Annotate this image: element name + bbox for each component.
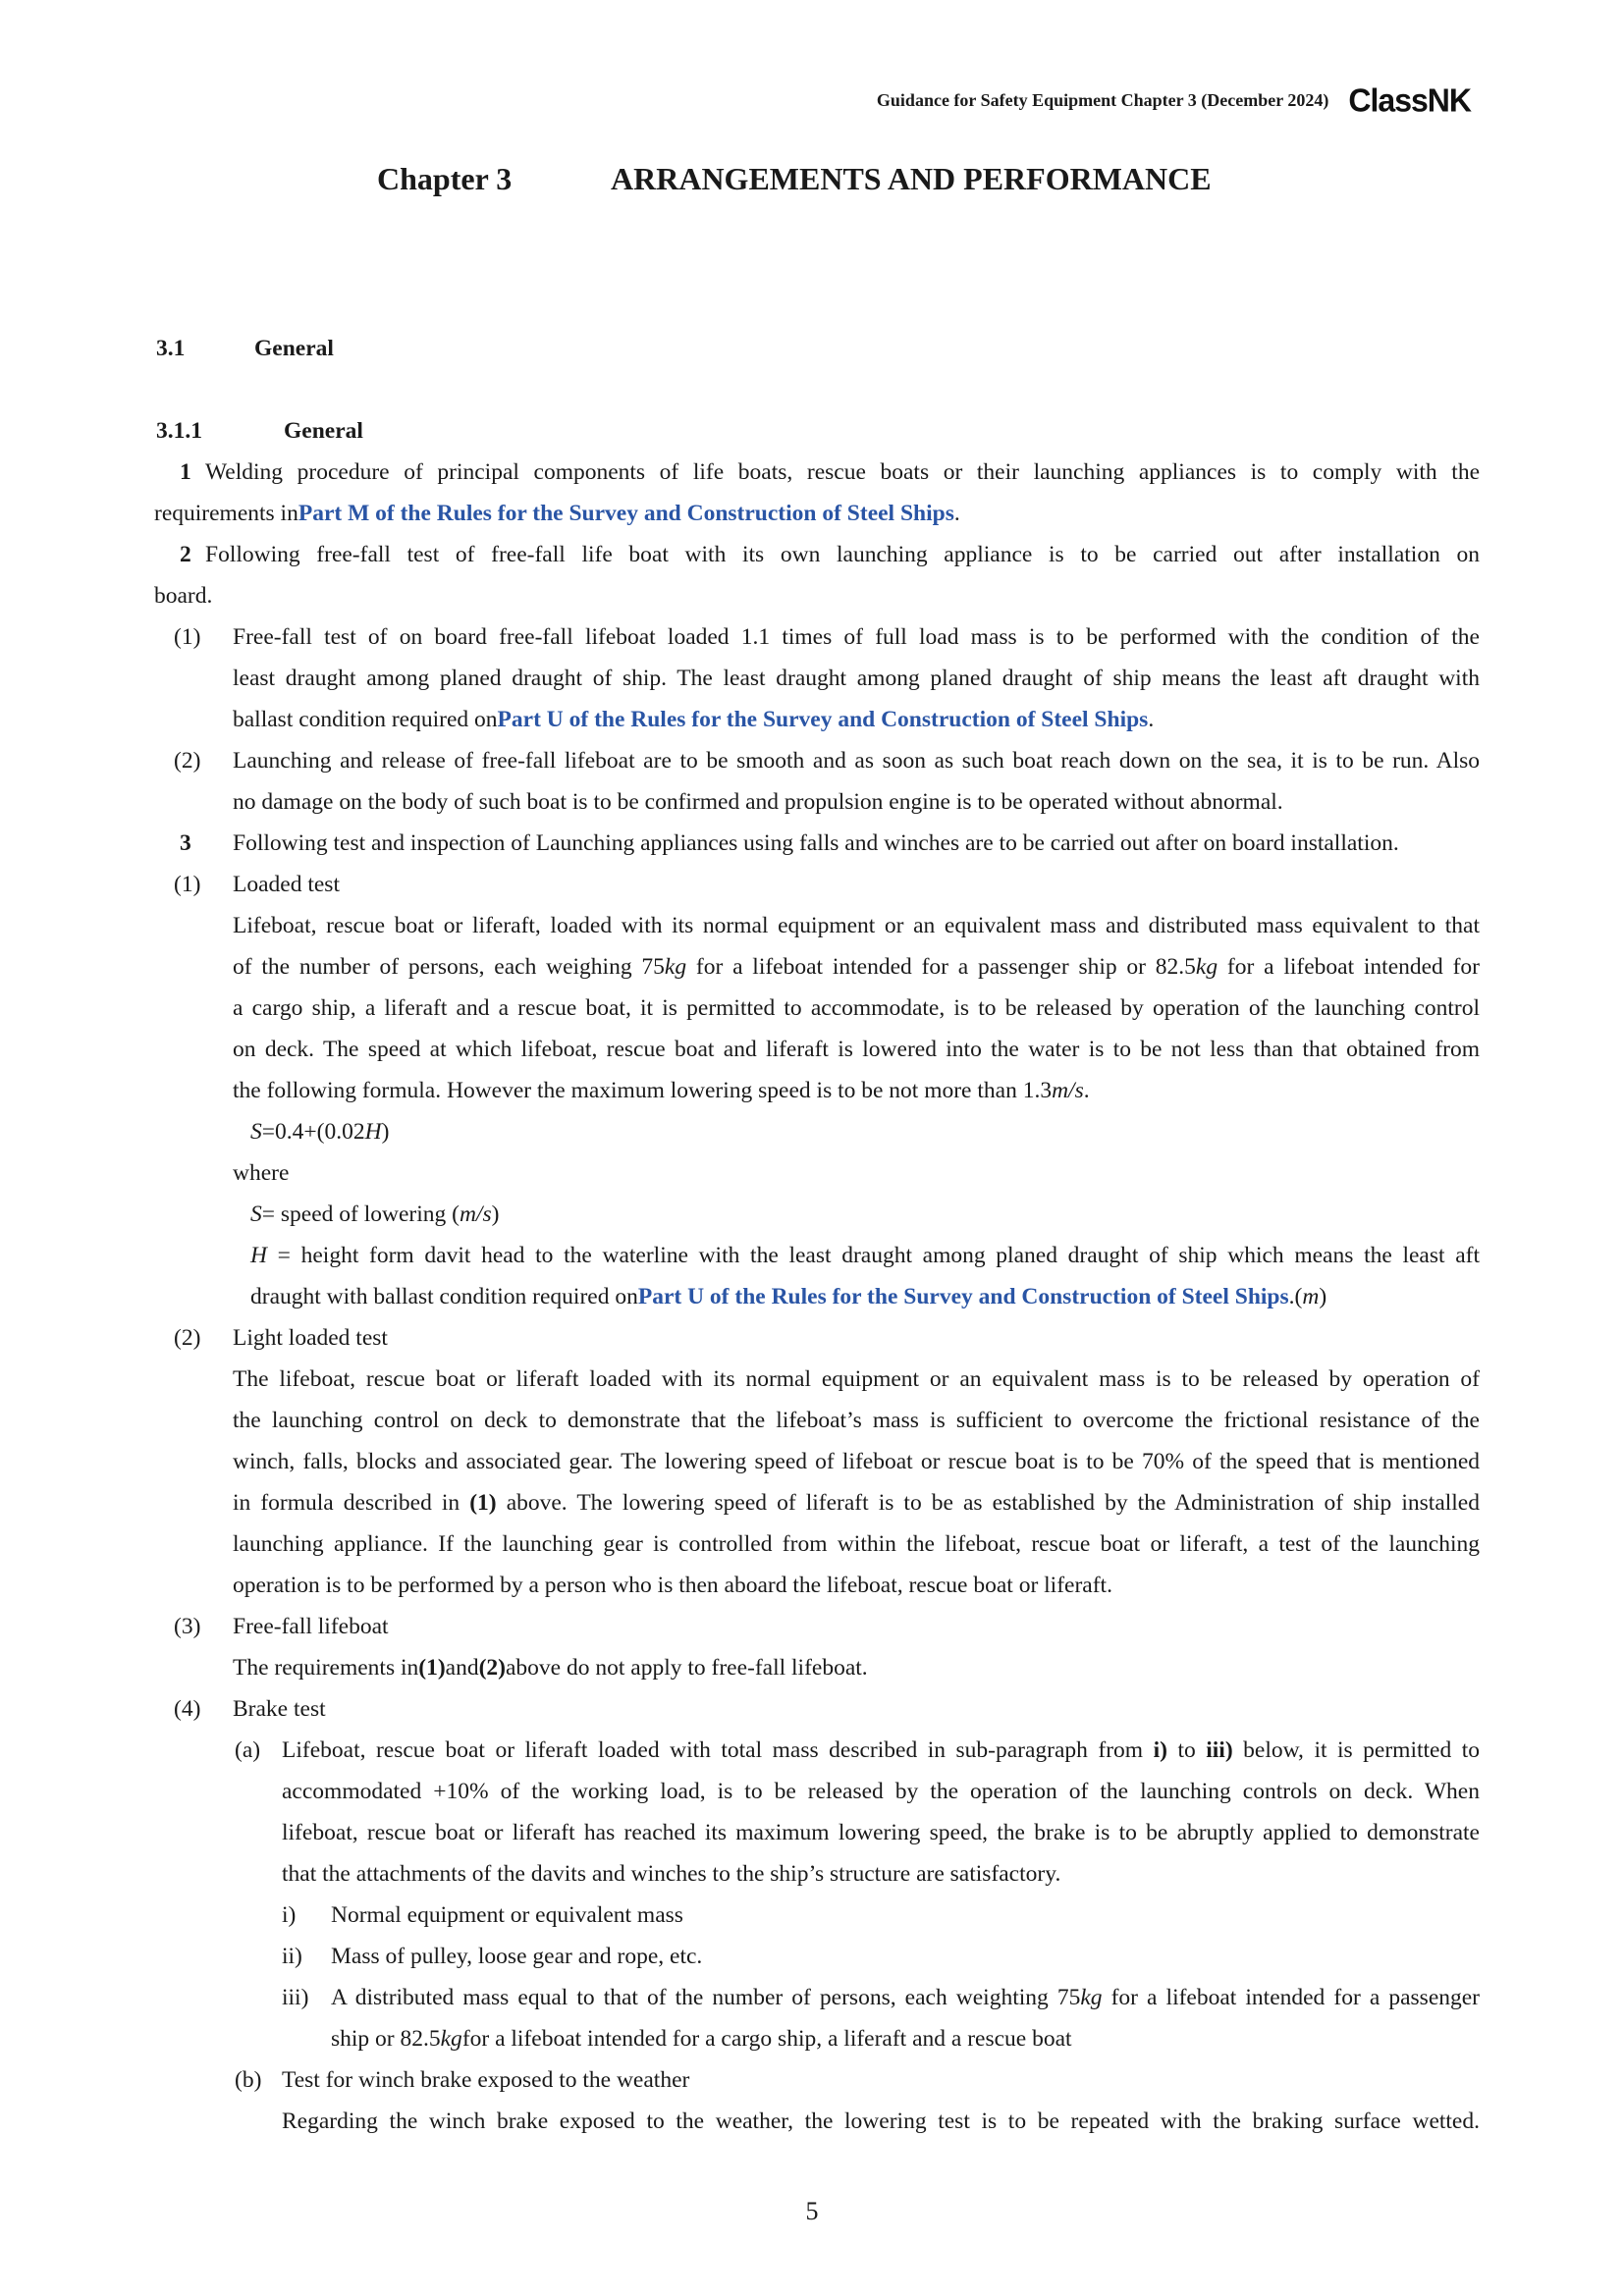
item-text: for a lifeboat intended for bbox=[1218, 954, 1481, 980]
definition-text: = height form davit head to the waterline with the least draught among planed draught of ship which means the least aft bbox=[266, 1243, 1480, 1268]
item-2-1-cont bbox=[156, 658, 1480, 699]
subitem-text: to bbox=[1166, 1737, 1207, 1763]
classnk-logo: ClassNK bbox=[1348, 81, 1471, 119]
item-3-2-text bbox=[156, 1441, 1480, 1482]
formula-var: H bbox=[364, 1119, 382, 1145]
definition-text: ) bbox=[1319, 1284, 1327, 1309]
subitem-b-text bbox=[156, 2101, 1480, 2142]
subitem-number: (b) bbox=[235, 2067, 262, 2093]
subsection-number: 3.1.1 bbox=[156, 418, 202, 444]
unit: m/s bbox=[1052, 1078, 1084, 1103]
subitem-a-cont bbox=[156, 1853, 1480, 1895]
item-text: a cargo ship, a liferaft and a rescue boat, it is permitted to accommodate, is to be released by operation of the launching control bbox=[233, 995, 1480, 1021]
item-text: operation is to be performed by a person who is then aboard the lifeboat, rescue boat or liferaft. bbox=[233, 1573, 1112, 1598]
subitem-a-cont bbox=[156, 1771, 1480, 1812]
unit: m bbox=[1302, 1284, 1320, 1309]
definition-text: ) bbox=[491, 1201, 500, 1227]
item-number: (1) bbox=[174, 872, 201, 897]
paragraph-text: Following test and inspection of Launching appliances using falls and winches are to be carried out after on board installation. bbox=[233, 830, 1399, 856]
item-3-2 bbox=[156, 1317, 1480, 1359]
subitem-text: lifeboat, rescue boat or liferaft has reached its maximum lowering speed, the brake is to be abruptly applied to demonstrate bbox=[282, 1820, 1480, 1845]
subitem-text: below, it is permitted to bbox=[1232, 1737, 1481, 1763]
item-text: the following formula. However the maximum lowering speed is to be not more than 1.3 bbox=[233, 1078, 1053, 1103]
formula-var: S bbox=[250, 1201, 262, 1227]
paragraph-3 bbox=[156, 823, 1480, 864]
item-text: The requirements in bbox=[233, 1655, 419, 1681]
rules-link-part-m[interactable]: Part M of the Rules for the Survey and Construction of Steel Ships bbox=[298, 501, 954, 526]
item-number: (1) bbox=[174, 624, 201, 650]
formula-text: ) bbox=[381, 1119, 390, 1145]
item-3-2-text bbox=[156, 1565, 1480, 1606]
item-title: Light loaded test bbox=[233, 1325, 388, 1351]
item-3-1-text bbox=[156, 988, 1480, 1029]
paragraph-2-cont bbox=[154, 575, 1480, 616]
subitem-title: Test for winch brake exposed to the weather bbox=[282, 2067, 690, 2093]
item-3-1 bbox=[156, 864, 1480, 905]
item-number: (2) bbox=[174, 1325, 201, 1351]
item-3-1-text bbox=[156, 946, 1480, 988]
item-3-3-text bbox=[156, 1647, 1480, 1688]
item-text: on deck. The speed at which lifeboat, rescue boat and liferaft is lowered into the water is to be not less than that obtained from bbox=[233, 1037, 1480, 1062]
paragraph-text: . bbox=[953, 501, 960, 526]
subitem-text: that the attachments of the davits and winches to the ship’s structure are satisfactory. bbox=[282, 1861, 1061, 1887]
item-text: Lifeboat, rescue boat or liferaft, loaded with its normal equipment or an equivalent mass and distributed mass equivalent to that bbox=[233, 913, 1480, 938]
roman-number: iii) bbox=[282, 1985, 309, 2010]
paragraph-1 bbox=[156, 452, 1480, 493]
page-header bbox=[877, 82, 1471, 119]
where-label bbox=[156, 1152, 1480, 1194]
section-title: General bbox=[254, 336, 334, 361]
subitem-b bbox=[156, 2059, 1480, 2101]
paragraph-number: 2 bbox=[180, 542, 191, 567]
paragraph-1-cont bbox=[154, 493, 1480, 534]
paragraph-text: Following free-fall test of free-fall life boat with its own launching appliance is to be carried out after installation on bbox=[205, 542, 1480, 567]
definition-text: draught with ballast condition required on bbox=[250, 1284, 638, 1309]
item-text: no damage on the body of such boat is to be confirmed and propulsion engine is to be operated without abnormal. bbox=[233, 789, 1283, 815]
item-3-2-text bbox=[156, 1400, 1480, 1441]
cross-ref: i) bbox=[1153, 1737, 1167, 1763]
formula bbox=[156, 1111, 1480, 1152]
subitem-text: accommodated +10% of the working load, is to be released by the operation of the launching controls on deck. When bbox=[282, 1779, 1480, 1804]
cross-ref: (1) bbox=[469, 1490, 497, 1516]
item-text: and bbox=[445, 1655, 479, 1681]
item-3-1-text bbox=[156, 905, 1480, 946]
item-text: Launching and release of free-fall lifeboat are to be smooth and as soon as such boat reach down on the sea, it is to be run. Also bbox=[233, 748, 1480, 774]
paragraph-2 bbox=[156, 534, 1480, 575]
roman-number: ii) bbox=[282, 1944, 302, 1969]
item-number: (4) bbox=[174, 1696, 201, 1722]
subsection-title: General bbox=[284, 418, 363, 444]
item-number: (2) bbox=[174, 748, 201, 774]
unit: kg bbox=[664, 954, 687, 980]
item-text: least draught among planed draught of ship. The least draught among planed draught of ship means the least aft draught with bbox=[233, 666, 1480, 691]
item-2-2-cont bbox=[156, 781, 1480, 823]
item-2-2 bbox=[156, 740, 1480, 781]
definition-h-cont bbox=[156, 1276, 1480, 1317]
roman-text: for a lifeboat intended for a passenger bbox=[1102, 1985, 1480, 2010]
roman-text: ship or 82.5 bbox=[331, 2026, 441, 2052]
item-3-1-text bbox=[156, 1029, 1480, 1070]
item-text: winch, falls, blocks and associated gear. The lowering speed of lifeboat or rescue boat is to be 70% of the speed that is mentioned bbox=[233, 1449, 1480, 1474]
item-number: (3) bbox=[174, 1614, 201, 1639]
formula-var: H bbox=[250, 1243, 267, 1268]
roman-text: A distributed mass equal to that of the number of persons, each weighting 75 bbox=[331, 1985, 1081, 2010]
item-3-3 bbox=[156, 1606, 1480, 1647]
subitem-text: Regarding the winch brake exposed to the weather, the lowering test is to be repeated with the braking surface wetted. bbox=[282, 2109, 1480, 2134]
item-text: . bbox=[1148, 707, 1155, 732]
rules-link-part-u[interactable]: Part U of the Rules for the Survey and Construction of Steel Ships bbox=[497, 707, 1149, 732]
item-text: Free-fall test of on board free-fall lifeboat loaded 1.1 times of full load mass is to be performed with the condition of the bbox=[233, 624, 1480, 650]
roman-item-iii bbox=[156, 1977, 1480, 2018]
where-text: where bbox=[233, 1160, 290, 1186]
item-3-4 bbox=[156, 1688, 1480, 1730]
item-title: Brake test bbox=[233, 1696, 326, 1722]
formula-var: S bbox=[250, 1119, 262, 1145]
item-text: for a lifeboat intended for a passenger ship or 82.5 bbox=[686, 954, 1196, 980]
item-text: above do not apply to free-fall lifeboat. bbox=[506, 1655, 868, 1681]
paragraph-number: 3 bbox=[180, 830, 191, 856]
definition-text: .( bbox=[1288, 1284, 1303, 1309]
item-3-1-text bbox=[156, 1070, 1480, 1111]
rules-link-part-u[interactable]: Part U of the Rules for the Survey and Construction of Steel Ships bbox=[637, 1284, 1289, 1309]
roman-number: i) bbox=[282, 1902, 297, 1928]
item-title: Free-fall lifeboat bbox=[233, 1614, 389, 1639]
section-heading bbox=[156, 328, 1480, 369]
item-text: in formula described in bbox=[233, 1490, 470, 1516]
item-text: launching appliance. If the launching gear is controlled from within the lifeboat, rescue boat or liferaft, a test of the launching bbox=[233, 1531, 1480, 1557]
item-text: . bbox=[1083, 1078, 1090, 1103]
cross-ref: (1) bbox=[418, 1655, 446, 1681]
item-text: ballast condition required on bbox=[233, 707, 498, 732]
paragraph-number: 1 bbox=[180, 459, 191, 485]
definition-h bbox=[156, 1235, 1480, 1276]
roman-item-ii bbox=[156, 1936, 1480, 1977]
unit: kg bbox=[1080, 1985, 1103, 2010]
definition-s bbox=[156, 1194, 1480, 1235]
subitem-text: Lifeboat, rescue boat or liferaft loaded with total mass described in sub-paragraph from bbox=[282, 1737, 1154, 1763]
cross-ref: iii) bbox=[1206, 1737, 1233, 1763]
chapter-heading bbox=[377, 161, 1212, 197]
item-text: the launching control on deck to demonstrate that the lifeboat’s mass is sufficient to overcome the frictional resistance of the bbox=[233, 1408, 1480, 1433]
item-2-1-cont bbox=[156, 699, 1480, 740]
document-body bbox=[156, 328, 1480, 2142]
item-text: above. The lowering speed of liferaft is to be as established by the Administration of ship installed bbox=[496, 1490, 1480, 1516]
roman-text: Normal equipment or equivalent mass bbox=[331, 1902, 683, 1928]
item-3-2-text bbox=[156, 1482, 1480, 1523]
subitem-a bbox=[156, 1730, 1480, 1771]
chapter-title: ARRANGEMENTS AND PERFORMANCE bbox=[611, 161, 1212, 196]
subsection-heading bbox=[156, 410, 1480, 452]
subitem-a-cont bbox=[156, 1812, 1480, 1853]
item-text: of the number of persons, each weighing 75 bbox=[233, 954, 665, 980]
item-2-1 bbox=[156, 616, 1480, 658]
subitem-number: (a) bbox=[235, 1737, 261, 1763]
unit: kg bbox=[1195, 954, 1218, 980]
item-3-2-text bbox=[156, 1523, 1480, 1565]
roman-item-i bbox=[156, 1895, 1480, 1936]
paragraph-text: Welding procedure of principal components of life boats, rescue boats or their launching appliances is to comply with the bbox=[205, 459, 1480, 485]
roman-item-iii-cont bbox=[156, 2018, 1480, 2059]
paragraph-text: requirements in bbox=[154, 501, 298, 526]
item-text: The lifeboat, rescue boat or liferaft loaded with its normal equipment or an equivalent mass is to be released by operation of bbox=[233, 1366, 1480, 1392]
chapter-number: Chapter 3 bbox=[377, 161, 513, 196]
item-3-2-text bbox=[156, 1359, 1480, 1400]
paragraph-text: board. bbox=[154, 583, 213, 609]
definition-text: = speed of lowering ( bbox=[261, 1201, 460, 1227]
formula-text: =0.4+(0.02 bbox=[261, 1119, 365, 1145]
unit: m/s bbox=[459, 1201, 492, 1227]
item-title: Loaded test bbox=[233, 872, 340, 897]
cross-ref: (2) bbox=[478, 1655, 506, 1681]
roman-text: for a lifeboat intended for a cargo ship, a liferaft and a rescue boat bbox=[461, 2026, 1072, 2052]
roman-text: Mass of pulley, loose gear and rope, etc. bbox=[331, 1944, 703, 1969]
page-number: 5 bbox=[805, 2197, 819, 2225]
section-number: 3.1 bbox=[156, 336, 186, 361]
header-text: Guidance for Safety Equipment Chapter 3 (December 2024) bbox=[876, 90, 1329, 110]
unit: kg bbox=[440, 2026, 462, 2052]
